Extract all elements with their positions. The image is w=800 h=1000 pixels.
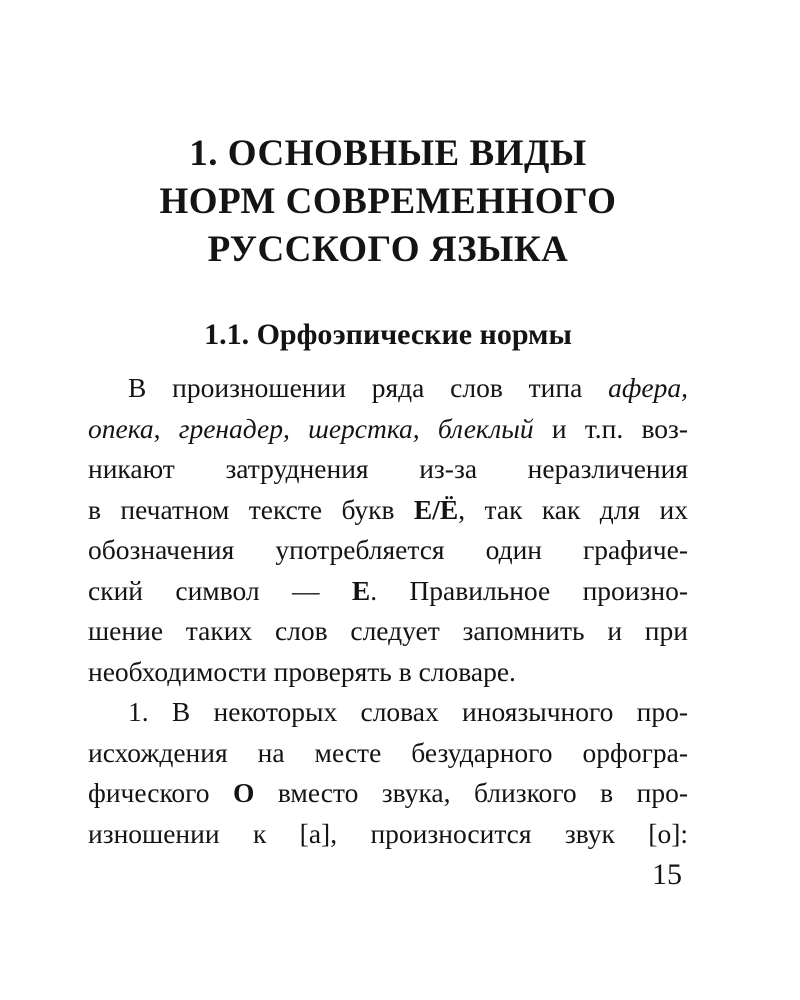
text-run: фического bbox=[88, 777, 234, 808]
text-line bbox=[88, 409, 688, 450]
text-line bbox=[88, 490, 688, 531]
italic-term: афера, bbox=[608, 372, 688, 403]
text-run: . Правильное произно- bbox=[370, 574, 688, 606]
text-line: никают затруднения из-за неразличения bbox=[88, 453, 688, 484]
text-line: обозначения употребляется один графиче- bbox=[88, 534, 688, 565]
italic-term: опека, гренадер, шерстка, блеклый bbox=[88, 412, 534, 444]
book-page bbox=[88, 0, 688, 1000]
chapter-title bbox=[88, 130, 688, 274]
text-line: шение таких слов следует запомнить и при bbox=[88, 615, 688, 646]
bold-letter: Е bbox=[351, 574, 371, 606]
chapter-title-line: 1. ОСНОВНЫЕ ВИДЫ bbox=[189, 133, 587, 174]
text-line bbox=[88, 368, 688, 409]
text-line: 1. В некоторых словах иноязычного про- bbox=[128, 696, 688, 727]
page-number: 15 bbox=[652, 858, 682, 891]
text-run: В произношении ряда слов типа bbox=[128, 372, 609, 403]
bold-letter: Е/Ё bbox=[413, 493, 459, 525]
text-run: вместо звука, близкого в про- bbox=[254, 777, 688, 808]
text-line bbox=[88, 571, 688, 612]
text-run: и т.п. воз- bbox=[533, 412, 688, 444]
chapter-title-line: НОРМ СОВРЕМЕННОГО bbox=[159, 181, 617, 222]
body-text bbox=[88, 368, 688, 854]
text-line bbox=[88, 773, 688, 814]
text-line: необходимости проверять в словаре. bbox=[88, 655, 516, 687]
chapter-title-line: РУССКОГО ЯЗЫКА bbox=[207, 229, 569, 270]
text-run: в печатном тексте букв bbox=[88, 493, 414, 525]
text-line: изношении к [а], произносится звук [о]: bbox=[88, 817, 688, 849]
text-run: ский символ — bbox=[88, 574, 352, 606]
section-title: 1.1. Орфоэпические нормы bbox=[204, 318, 572, 351]
bold-letter: О bbox=[233, 777, 255, 808]
text-run: , так как для их bbox=[458, 493, 688, 525]
text-line: исхождения на месте безударного орфогра- bbox=[88, 736, 688, 768]
